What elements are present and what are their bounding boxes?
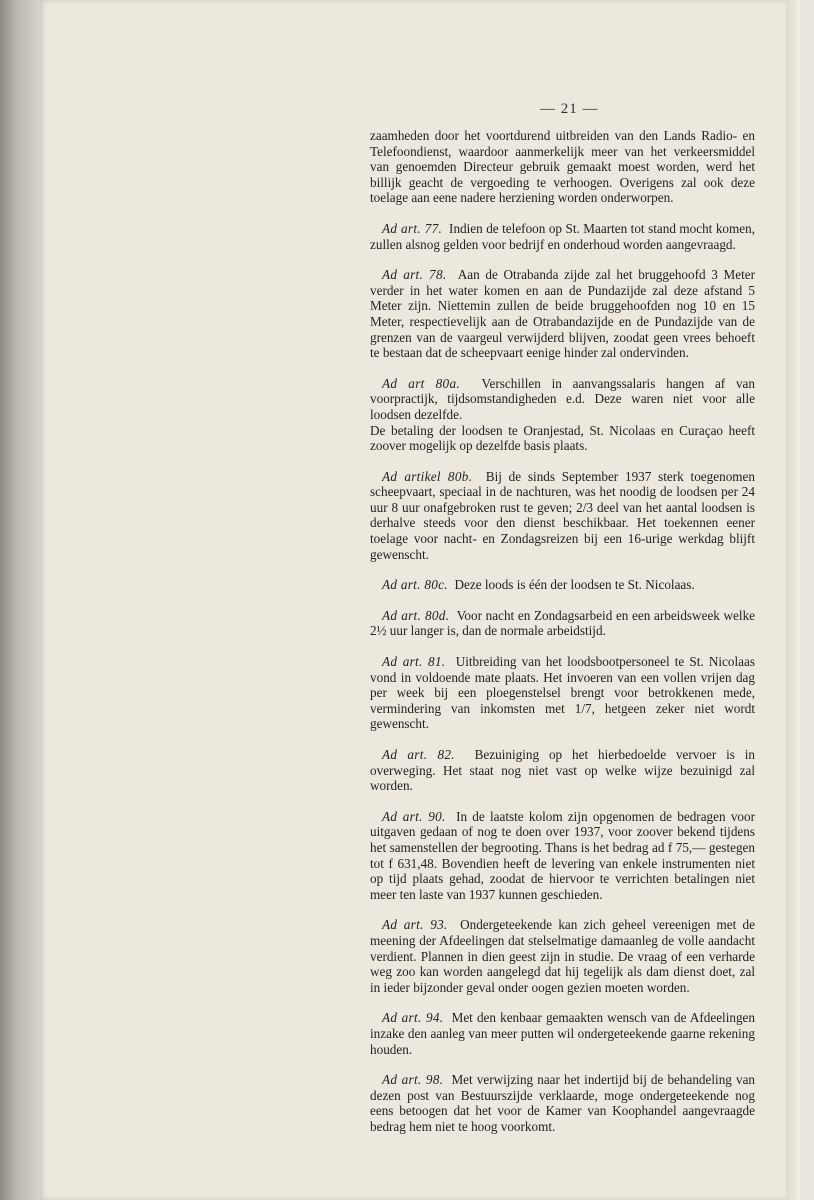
article-label: Ad artikel 80b. <box>382 468 473 484</box>
paragraph-text: Aan de Otrabanda zijde zal het bruggehoofd 3 Meter verder in het water komen en aan de Pundazijde zal deze afstand 5 Meter zijn. Niettemin zullen de beide bruggehoofden nog 10 en 15 Meter, respectievelijk aan de Otrabandazijde en de Pundazijde van de grenzen van de vaargeul verwijderd blijven, zoodat geen vrees behoeft te bestaan dat de scheepvaart eenige hinder zal ondervinden. <box>370 267 755 361</box>
article-label: Ad art. 98. <box>382 1072 444 1088</box>
paragraph <box>370 128 755 206</box>
paragraph <box>370 577 755 593</box>
paragraph-text: Voor nacht en Zondagsarbeid en een arbeidsweek welke 2½ uur langer is, dan de normale arbeidstijd. <box>370 607 756 639</box>
paragraph-text: In de laatste kolom zijn opgenomen de bedragen voor uitgaven gedaan of nog te doen over 1937, voor zoover bekend tijdens het samenstellen der begrooting. Thans is het bedrag ad f 75,— gestegen tot f 631,48. Bovendien heeft de levering van enkele instrumenten niet op tijd plaats gehad, zoodat de hiervoor te verrichten betalingen niet meer ten laste van 1937 kunnen geschieden. <box>370 808 755 902</box>
article-label: Ad art. 80c. <box>382 577 448 593</box>
paragraph <box>370 608 755 639</box>
paragraph-text: Bij de sinds September 1937 sterk toegenomen scheepvaart, speciaal in de nachturen, was het noodig de loodsen per 24 uur 8 uur onafgebroken rust te geven; 2/3 deel van het aantal loodsen is derhalve steeds voor den dienst beschikbaar. Het toekennen eener toelage voor nacht- en Zondagsreizen bij een 16-urige werkdag blijft gewenscht. <box>370 468 755 562</box>
paragraph <box>370 376 755 423</box>
paragraph <box>370 1072 755 1134</box>
paragraph <box>370 267 755 361</box>
article-label: Ad art. 94. <box>382 1010 444 1026</box>
article-label: Ad art. 93. <box>382 917 448 933</box>
paragraph-text: Ondergeteekende kan zich geheel vereenigen met de meening der Afdeelingen dat stelselmatige damaanleg de volle aandacht verdient. Plannen in dien geest zijn in studie. De vraag of een verharde weg zoo kan worden aangelegd dat hij tegelijk als dam dienst doet, zal in ieder bijzonder geval onder oogen gezien moeten worden. <box>370 917 755 995</box>
article-label: Ad art. 82. <box>382 747 455 762</box>
paragraph-text: Indien de telefoon op St. Maarten tot stand mocht komen, zullen alsnog gelden voor bedrijf en onderhoud worden aangevraagd. <box>370 220 756 252</box>
paragraph <box>370 1010 755 1057</box>
body-text <box>370 128 755 1149</box>
page-edge <box>786 0 800 1200</box>
paragraph-text: Verschillen in aanvangssalaris hangen af van voorpractijk, tijdsomstandigheden e.d. Deze waren niet voor alle loodsen dezelfde. <box>370 375 755 422</box>
article-label: Ad art. 81. <box>382 654 446 670</box>
paragraph <box>370 221 755 252</box>
paragraph <box>370 654 755 732</box>
paragraph-text: Deze loods is één der loodsen te St. Nicolaas. <box>454 577 695 593</box>
paragraph-text: Uitbreiding van het loodsbootpersoneel te St. Nicolaas vond in voldoende mate plaats. Het invoeren van een vollen vrijen dag per week bij een ploegenstelsel brengt voor betrokkenen mede, vermindering van inkomsten met 1/7, hetgeen zeker niet wordt gewenscht. <box>370 654 756 732</box>
book-binding <box>0 0 40 1200</box>
paragraph-text: De betaling der loodsen te Oranjestad, St. Nicolaas en Curaçao heeft zoover mogelijk op dezelfde basis plaats. <box>370 422 755 454</box>
paragraph-text: Bezuiniging op het hierbedoelde vervoer is in overweging. Het staat nog niet vast op welke wijze bezuinigd zal worden. <box>370 747 756 794</box>
paragraph-text: Met den kenbaar gemaakten wensch van de Afdeelingen inzake den aanleg van meer putten wil ondergeteekende gaarne rekening houden. <box>370 1010 756 1057</box>
paragraph <box>370 747 755 794</box>
article-label: Ad art. 90. <box>382 808 446 824</box>
page-number: — 21 — <box>540 101 599 117</box>
paragraph <box>370 423 755 454</box>
paragraph <box>370 809 755 903</box>
article-label: Ad art. 78. <box>382 267 447 283</box>
paragraph <box>370 469 755 563</box>
paragraph-text: Met verwijzing naar het indertijd bij de behandeling van dezen post van Bestuurszijde verklaarde, moge ondergeteekende nog eens betoogen dat het voor de Kamer van Koophandel aangevraagde bedrag hem niet te hoog voorkomt. <box>370 1072 756 1134</box>
paragraph <box>370 917 755 995</box>
paragraph-text: zaamheden door het voortdurend uitbreiden van den Lands Radio- en Telefoondienst, waardoor aanmerkelijk meer van het verkeersmiddel van genoemden Directeur gebruik gemaakt moest worden, werd het billijk geacht de vergoeding te verhoogen. Overigens zal ook deze toelage aan eene nadere herziening worden onderworpen. <box>370 128 755 206</box>
article-label: Ad art. 77. <box>382 220 443 236</box>
article-label: Ad art 80a. <box>382 375 460 391</box>
article-label: Ad art. 80d. <box>382 607 450 623</box>
